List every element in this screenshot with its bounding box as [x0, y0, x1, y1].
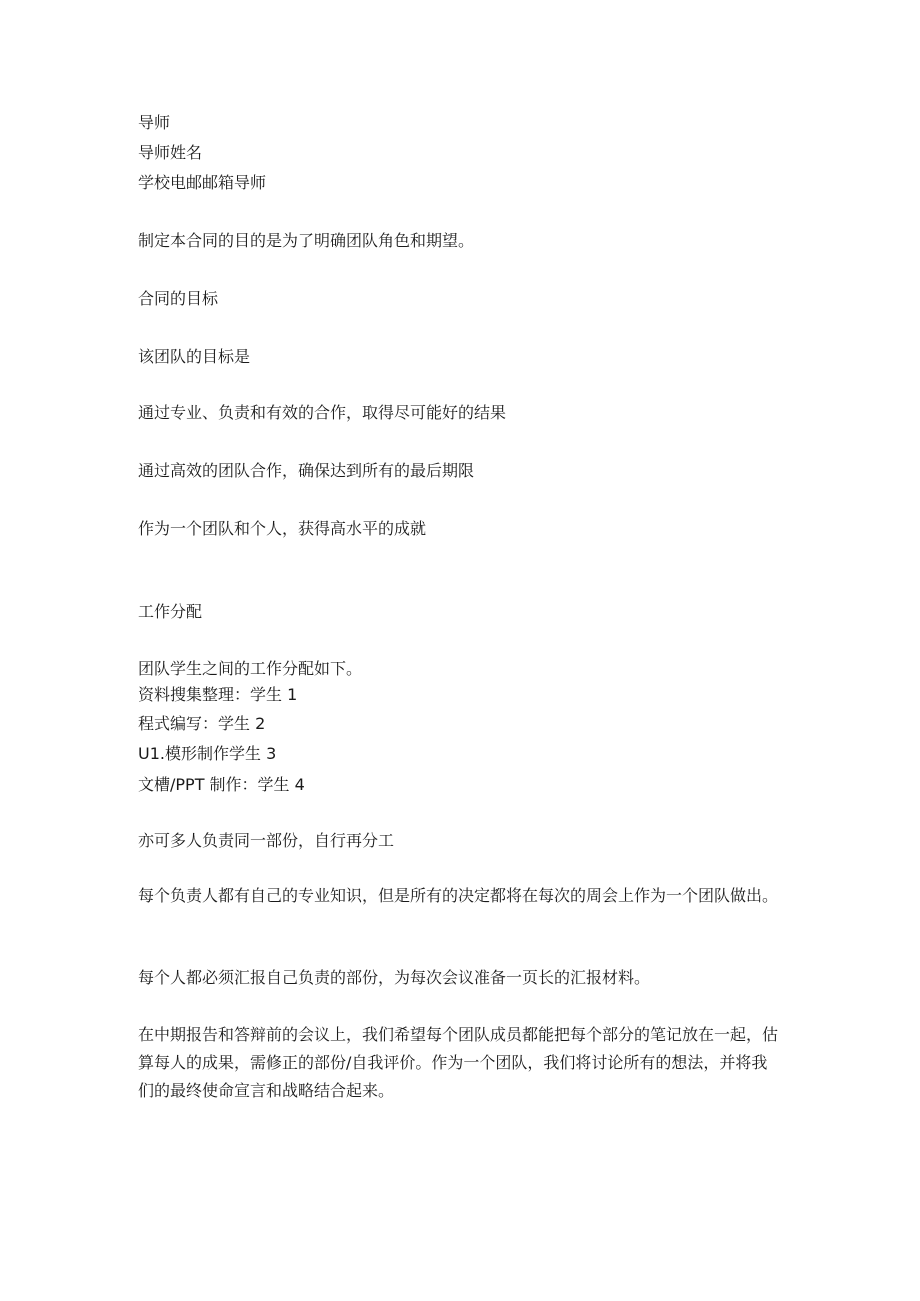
purpose-statement: 制定本合同的目的是为了明确团队角色和期望。 [138, 231, 475, 250]
assignment-item: 资料搜集整理：学生 1 [138, 685, 298, 704]
goals-intro: 该团队的目标是 [138, 347, 251, 366]
advisor-name-label: 导师姓名 [138, 143, 203, 162]
assignment-item: U1.模形制作学生 3 [138, 744, 277, 763]
report-paragraph: 每个人都必须汇报自己负责的部份，为每次会议准备一页长的汇报材料。 [138, 968, 651, 987]
advisor-email-label: 学校电邮邮箱导师 [138, 173, 267, 192]
goal-item: 通过高效的团队合作，确保达到所有的最后期限 [138, 461, 475, 480]
midterm-paragraph: 在中期报告和答辩前的会议上，我们希望每个团队成员都能把每个部分的笔记放在一起，估算每人的成果，需修正的部份/自我评价。作为一个团队，我们将讨论所有的想法，并将我们的最终使命宣言和战略结合起来。 [138, 1025, 779, 1100]
goals-heading: 合同的目标 [138, 289, 219, 308]
work-intro: 团队学生之间的工作分配如下。 [138, 659, 363, 678]
goal-item: 通过专业、负责和有效的合作，取得尽可能好的结果 [138, 403, 507, 422]
decision-paragraph: 每个负责人都有自己的专业知识，但是所有的决定都将在每次的周会上作为一个团队做出。 [138, 886, 779, 905]
assignment-item: 文槽/PPT 制作：学生 4 [138, 775, 305, 794]
assignment-item: 程式编写：学生 2 [138, 714, 266, 733]
shared-responsibility-note: 亦可多人负责同一部份，自行再分工 [138, 831, 395, 850]
work-heading: 工作分配 [138, 602, 203, 621]
goal-item: 作为一个团队和个人，获得高水平的成就 [138, 519, 427, 538]
advisor-label: 导师 [138, 113, 171, 132]
